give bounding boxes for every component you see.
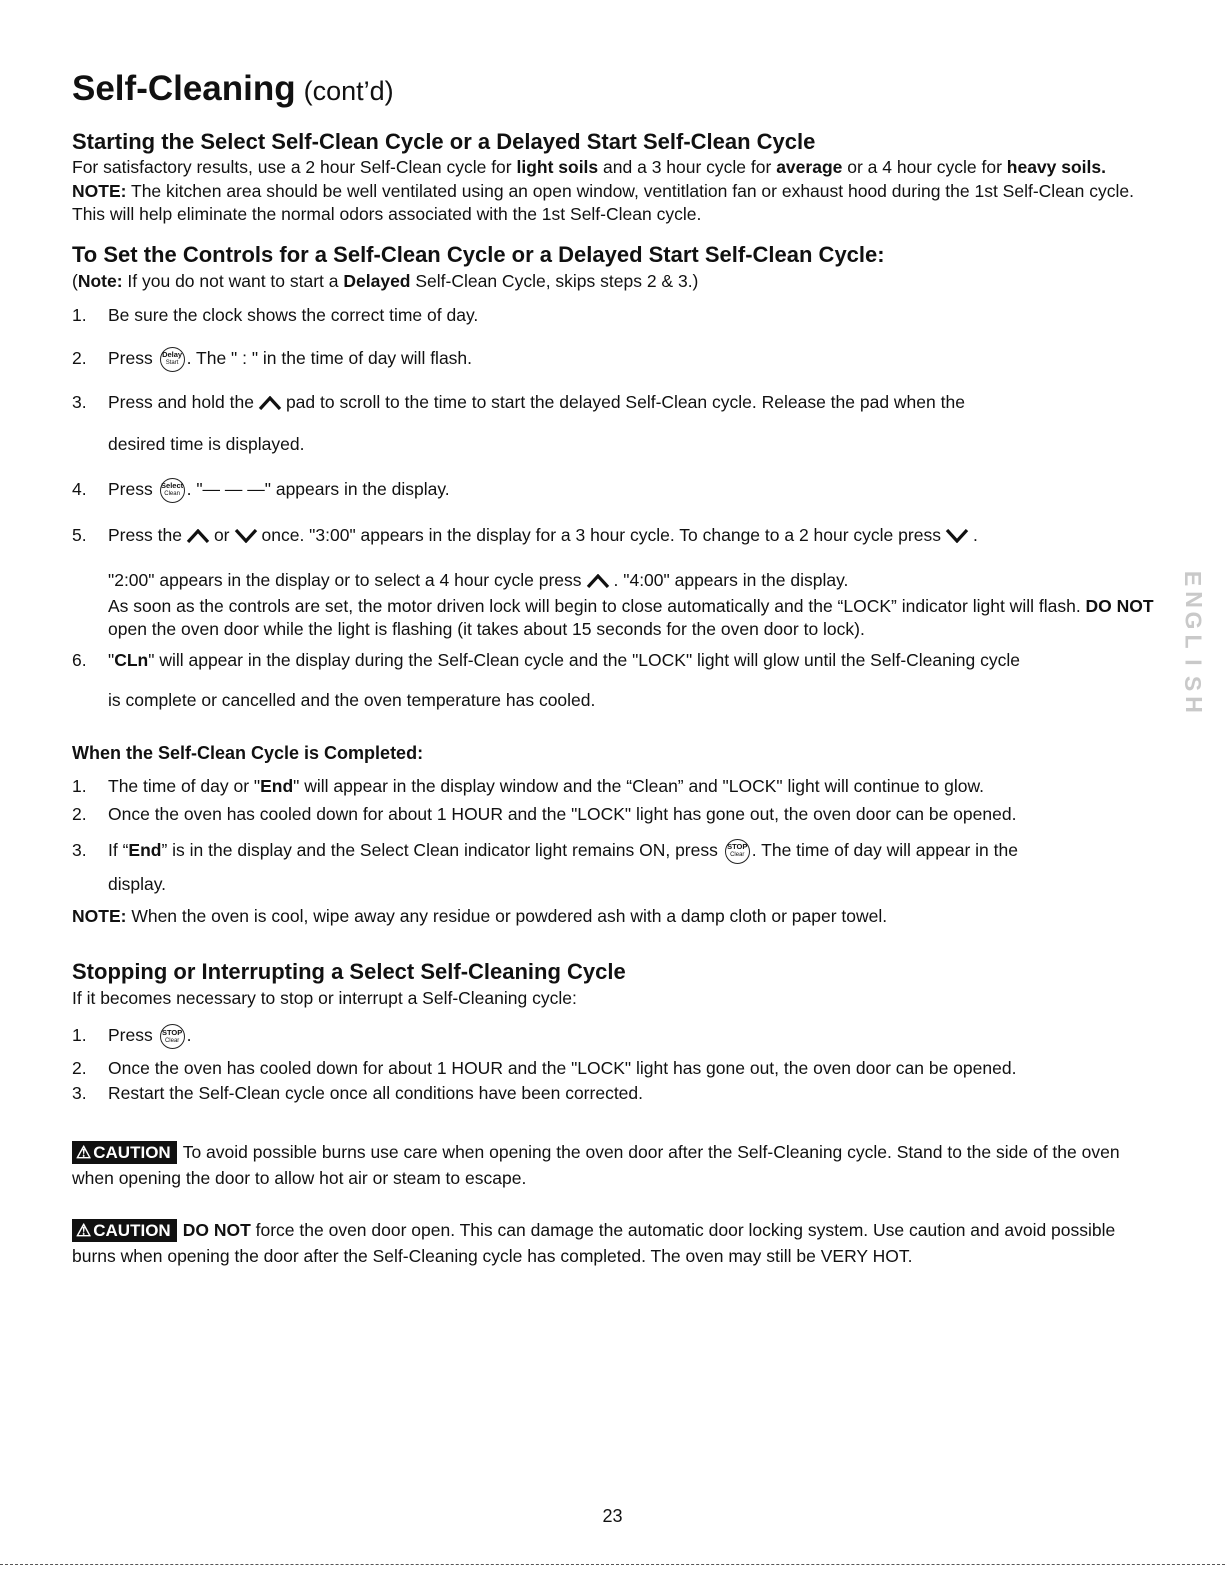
list-item: [72, 1024, 1162, 1049]
text: or a 4 hour cycle for: [842, 157, 1007, 177]
side-tab-letter: G: [1180, 611, 1207, 630]
text: Press: [108, 1025, 153, 1046]
list-number: 2.: [72, 1058, 87, 1078]
list-item: [72, 803, 1162, 827]
list-text: Once the oven has cooled down for about 1 HOUR and the "LOCK" light has gone out, the oven door can be opened.: [108, 804, 1017, 824]
delay-start-button-icon: [160, 347, 185, 372]
text: pad to scroll to the time to start the delayed Self-Clean cycle. Release the pad when the: [285, 391, 965, 412]
section4-intro: If it becomes necessary to stop or interrupt a Self-Cleaning cycle:: [72, 987, 577, 1008]
list-text: Restart the Self-Clean cycle once all conditions have been corrected.: [108, 1082, 644, 1103]
text: . The " : " in the time of day will flash.: [186, 347, 473, 368]
list-text: Be sure the clock shows the correct time of day.: [108, 305, 479, 325]
side-tab-letter: L: [1180, 634, 1207, 649]
button-label: Delay: [162, 350, 183, 359]
list-text: [108, 1024, 1162, 1049]
list-item: [72, 478, 1162, 503]
page-border-line: [0, 1564, 1225, 1565]
caution-paragraph: [72, 1217, 1162, 1269]
up-arrow-icon: [186, 529, 210, 543]
section-heading-starting: Starting the Select Self-Clean Cycle or a Delayed Start Self-Clean Cycle: [72, 129, 816, 154]
select-clean-button-icon: [160, 478, 185, 503]
list-number: 3.: [72, 391, 87, 412]
side-tab-letter: I: [1180, 659, 1207, 666]
text: Press the: [108, 524, 182, 545]
language-side-tab: [1175, 568, 1211, 715]
caution-paragraph: [72, 1139, 1162, 1191]
text: When the oven is cool, wipe away any residue or powdered ash with a damp cloth or paper towel.: [126, 906, 888, 926]
list-number: 2.: [72, 804, 87, 824]
button-label: STOP: [161, 1027, 183, 1037]
button-label: Clear: [730, 852, 745, 858]
text: and a 3 hour cycle for: [598, 157, 777, 177]
caution-label: CAUTION: [93, 1221, 171, 1240]
button-label: STOP: [727, 842, 748, 851]
section-heading-completed: When the Self-Clean Cycle is Completed:: [72, 742, 424, 763]
text: "2:00" appears in the display or to select a 4 hour cycle press: [108, 570, 582, 590]
list-text: [108, 478, 1162, 503]
stop-clear-button-icon: [725, 839, 750, 864]
list-text: [108, 391, 1162, 415]
list-item: [72, 649, 1162, 673]
caution-badge: [72, 1219, 177, 1242]
caution-badge: [72, 1141, 177, 1164]
section3-note: [72, 905, 1162, 929]
bold-text: End: [128, 839, 162, 860]
list-number: 6.: [72, 649, 87, 670]
stop-clear-button-icon: [160, 1024, 185, 1049]
text: " will appear in the display window and the “Clean” and "LOCK" light will continue to glow.: [293, 775, 984, 796]
list-text-continuation: display.: [108, 873, 167, 894]
text: open the oven door while the light is flashing (it takes about 15 seconds for the oven door to lock).: [108, 619, 865, 639]
bold-text: light soils: [516, 157, 599, 177]
page-number: 23: [602, 1506, 623, 1526]
bold-text: NOTE:: [72, 906, 127, 926]
list-number: 4.: [72, 478, 87, 499]
text: As soon as the controls are set, the motor driven lock will begin to close automatically and the “LOCK” indicator light will flash.: [108, 595, 1086, 616]
list-text: [108, 347, 1162, 372]
text: For satisfactory results, use a 2 hour Self-Clean cycle for: [72, 157, 517, 177]
text: ": [108, 649, 115, 670]
list-text: [108, 649, 1162, 673]
up-arrow-icon: [258, 396, 282, 410]
text: (: [72, 270, 78, 291]
side-tab-letter: S: [1180, 675, 1207, 692]
bold-text: DO NOT: [182, 1220, 251, 1240]
bold-text: Note:: [77, 270, 123, 291]
section-heading-stopping: Stopping or Interrupting a Select Self-Cleaning Cycle: [72, 958, 626, 984]
down-arrow-icon: [945, 529, 969, 543]
up-arrow-icon: [586, 574, 610, 588]
list-text-continuation: is complete or cancelled and the oven temperature has cooled.: [108, 690, 596, 710]
list-item: [72, 347, 1162, 372]
caution-text: To avoid possible burns use care when opening the oven door after the Self-Cleaning cycle. Stand to the side of the oven when opening the door to allow hot air or steam to escape.: [72, 1142, 1120, 1188]
list-number: 1.: [72, 305, 87, 325]
list-text: [108, 524, 1162, 548]
bold-text: DO NOT: [1085, 595, 1154, 616]
side-tab-letter: H: [1180, 696, 1207, 713]
list-text-continuation: desired time is displayed.: [108, 434, 305, 454]
button-label: Clear: [164, 1037, 180, 1044]
list-text-continuation: [72, 569, 1162, 593]
page-title-suffix: (cont’d): [303, 76, 394, 106]
list-text-continuation: [72, 595, 1162, 642]
button-label: Select: [161, 481, 184, 490]
text: ” is in the display and the Select Clean indicator light remains ON, press: [161, 839, 718, 860]
text: If “: [108, 839, 129, 860]
list-number: 3.: [72, 839, 87, 860]
bold-text: average: [776, 157, 843, 177]
list-item: [72, 391, 1162, 415]
down-arrow-icon: [234, 529, 258, 543]
list-item: [72, 1082, 1162, 1106]
text: If you do not want to start a: [122, 270, 344, 291]
list-item: [72, 775, 1162, 799]
text: . "4:00" appears in the display.: [613, 570, 849, 590]
warning-triangle-icon: ⚠: [76, 1221, 92, 1240]
list-number: 1.: [72, 775, 87, 796]
text: . The time of day will appear in the: [751, 839, 1018, 860]
text: The time of day or ": [108, 775, 261, 796]
section1-paragraph: [72, 156, 1162, 227]
text: . "— — —" appears in the display.: [186, 478, 450, 499]
list-text: [108, 839, 1162, 864]
bold-text: CLn: [114, 649, 149, 670]
list-number: 3.: [72, 1082, 87, 1103]
list-item: [72, 304, 1162, 328]
list-item: [72, 524, 1162, 548]
bold-text: End: [260, 775, 294, 796]
text: .: [972, 524, 978, 545]
section-heading-set-controls: To Set the Controls for a Self-Clean Cycle or a Delayed Start Self-Clean Cycle:: [72, 241, 885, 267]
list-text: Once the oven has cooled down for about 1 HOUR and the "LOCK" light has gone out, the oven door can be opened.: [108, 1058, 1017, 1078]
text: Press: [108, 347, 153, 368]
list-item: [72, 1057, 1162, 1081]
text: or: [213, 524, 230, 545]
button-label: Clean: [164, 491, 180, 497]
text: Self-Clean Cycle, skips steps 2 & 3.): [410, 270, 699, 291]
text: " will appear in the display during the Self-Clean cycle and the "LOCK" light will glow until the Self-Cleaning cycle: [148, 649, 1020, 670]
list-number: 2.: [72, 347, 87, 368]
bold-text: heavy soils. NOTE:: [72, 157, 1106, 201]
side-tab-letter: E: [1180, 570, 1207, 587]
side-tab-letter: N: [1180, 591, 1207, 608]
page-title-text: Self-Cleaning: [72, 69, 296, 108]
list-number: 5.: [72, 524, 87, 545]
page-title: [72, 68, 1162, 112]
text: Press: [108, 478, 153, 499]
section2-note: [72, 270, 1162, 294]
text: .: [186, 1025, 192, 1046]
text: once. "3:00" appears in the display for a 3 hour cycle. To change to a 2 hour cycle press: [261, 524, 941, 545]
warning-triangle-icon: ⚠: [76, 1143, 92, 1162]
text: The kitchen area should be well ventilated using an open window, ventitlation fan or exhaust hood during the 1st Self-Clean cycle. This will help eliminate the normal odors associated with the 1st Self-Clean cycle.: [72, 180, 1134, 224]
list-item: [72, 839, 1162, 864]
list-number: 1.: [72, 1025, 87, 1045]
page-content: [72, 68, 1162, 1269]
caution-text: force the oven door open. This can damage the automatic door locking system. Use caution and avoid possible burns when opening the door after the Self-Cleaning cycle has completed. The oven may still be VERY HOT.: [72, 1220, 1116, 1266]
caution-label: CAUTION: [93, 1143, 171, 1162]
list-text: [108, 775, 1162, 799]
text: Press and hold the: [108, 391, 254, 412]
button-label: Start: [165, 360, 179, 366]
bold-text: Delayed: [343, 270, 411, 291]
